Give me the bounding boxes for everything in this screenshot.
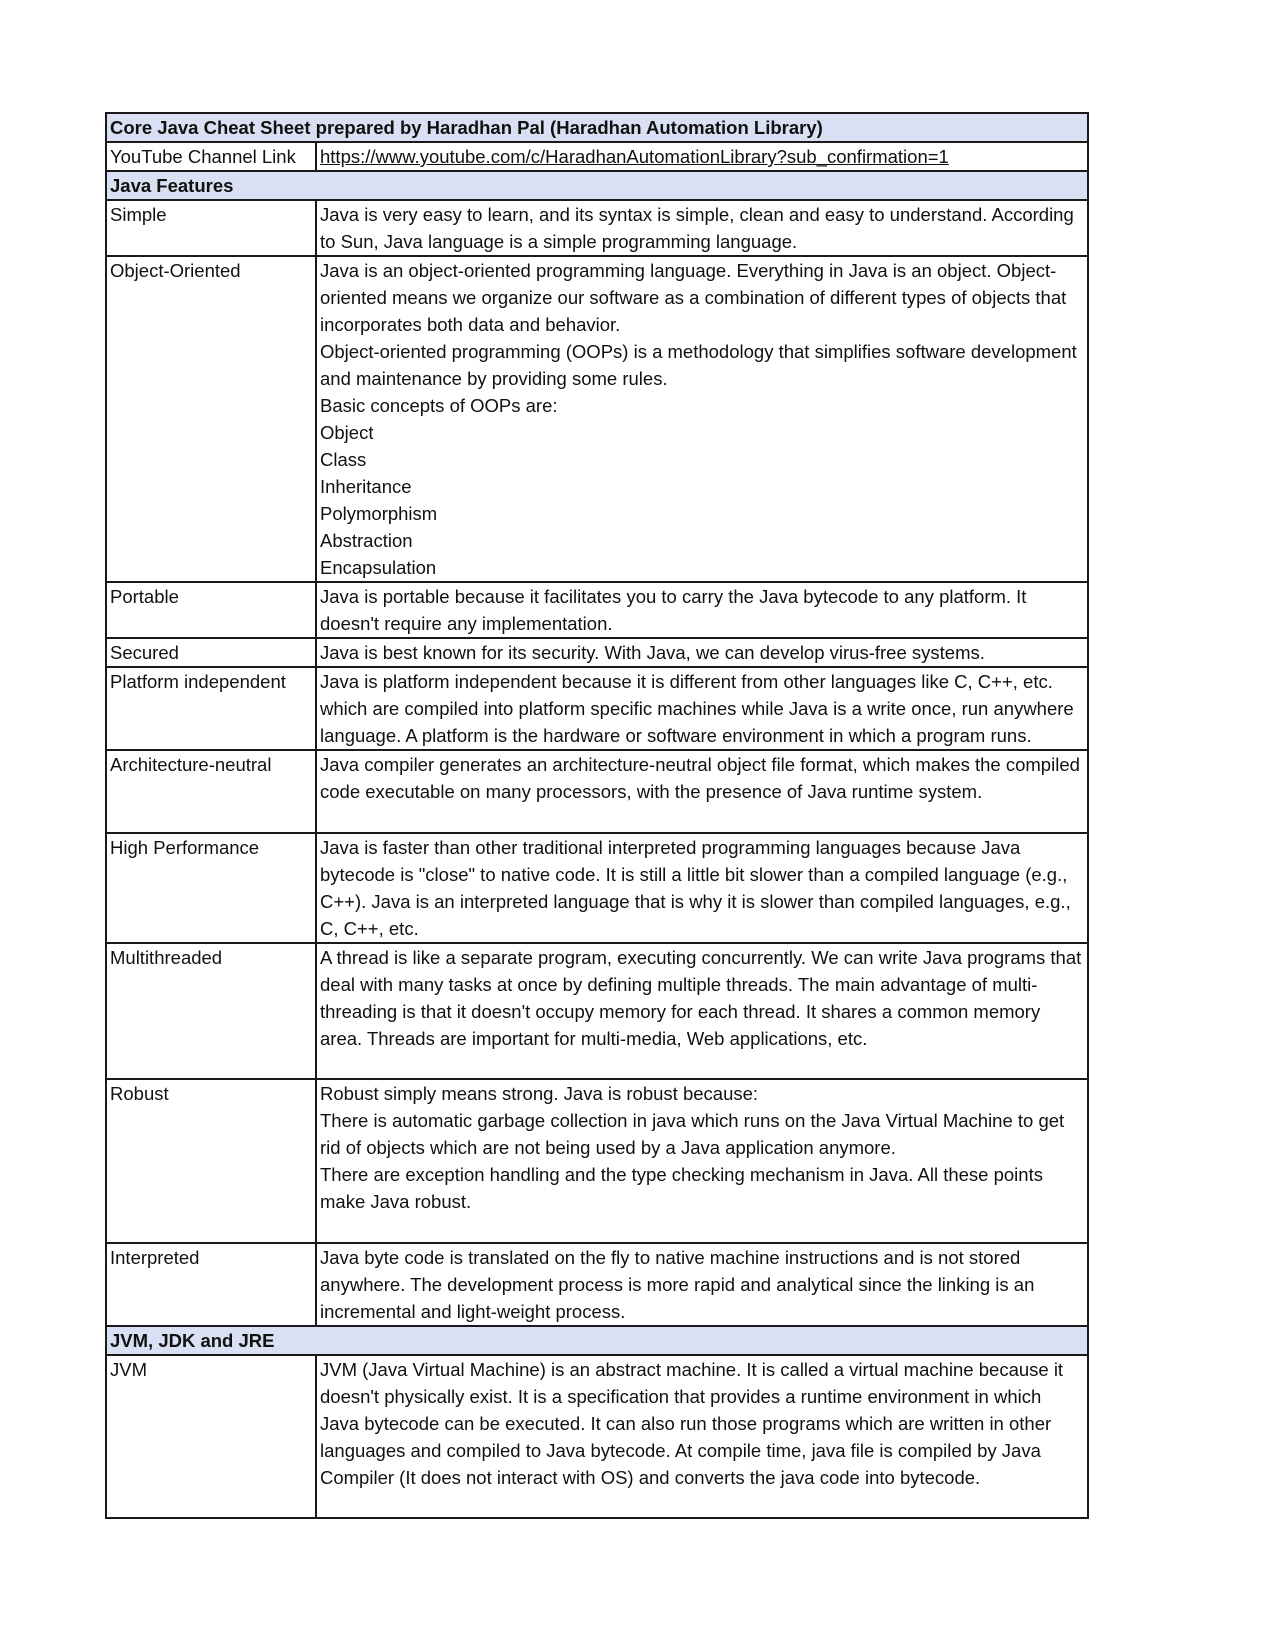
feature-term: Architecture-neutral xyxy=(106,750,316,833)
feature-term: Secured xyxy=(106,638,316,667)
feature-description xyxy=(316,667,1088,750)
section-heading: JVM, JDK and JRE xyxy=(106,1326,1088,1355)
description-line: Java is portable because it facilitates you to carry the Java bytecode to any platform. It doesn't require any implementation. xyxy=(320,586,1027,634)
feature-term: Interpreted xyxy=(106,1243,316,1326)
channel-row xyxy=(106,142,1088,171)
feature-description xyxy=(316,833,1088,943)
feature-term: High Performance xyxy=(106,833,316,943)
feature-term: Simple xyxy=(106,200,316,256)
section-header-row xyxy=(106,171,1088,200)
feature-term: Platform independent xyxy=(106,667,316,750)
feature-row xyxy=(106,638,1088,667)
description-line: Class xyxy=(320,449,367,470)
section-header-row xyxy=(106,1326,1088,1355)
sheet-title: Core Java Cheat Sheet prepared by Haradhan Pal (Haradhan Automation Library) xyxy=(106,113,1088,142)
feature-description xyxy=(316,638,1088,667)
feature-row xyxy=(106,667,1088,750)
feature-description xyxy=(316,1243,1088,1326)
feature-row xyxy=(106,943,1088,1079)
description-line: Java is very easy to learn, and its syntax is simple, clean and easy to understand. According to Sun, Java language is a simple programming language. xyxy=(320,204,1074,252)
description-line: Object xyxy=(320,422,374,443)
description-line: Encapsulation xyxy=(320,557,437,578)
description-line: Polymorphism xyxy=(320,503,438,524)
feature-row xyxy=(106,582,1088,638)
description-line: Inheritance xyxy=(320,476,412,497)
description-line: Java byte code is translated on the fly to native machine instructions and is not stored anywhere. The development process is more rapid and analytical since the linking is an incremental and light-weight process. xyxy=(320,1247,1035,1322)
feature-row xyxy=(106,750,1088,833)
description-line: A thread is like a separate program, executing concurrently. We can write Java programs that deal with many tasks at once by defining multiple threads. The main advantage of multi-threading is that it doesn't occupy memory for each thread. It shares a common memory area. Threads are important for multi-media, Web applications, etc. xyxy=(320,947,1082,1049)
description-line: Abstraction xyxy=(320,530,413,551)
description-line: Java compiler generates an architecture-neutral object file format, which makes the compiled code executable on many processors, with the presence of Java runtime system. xyxy=(320,754,1080,802)
channel-link[interactable]: https://www.youtube.com/c/HaradhanAutomationLibrary?sub_confirmation=1 xyxy=(320,146,949,167)
feature-term: Robust xyxy=(106,1079,316,1243)
channel-link-cell xyxy=(316,142,1088,171)
description-line: There is automatic garbage collection in java which runs on the Java Virtual Machine to get rid of objects which are not being used by a Java application anymore. xyxy=(320,1110,1065,1158)
channel-label: YouTube Channel Link xyxy=(106,142,316,171)
description-line: Java is platform independent because it is different from other languages like C, C++, etc. which are compiled into platform specific machines while Java is a write once, run anywhere language. A platform is the hardware or software environment in which a program runs. xyxy=(320,671,1074,746)
feature-row xyxy=(106,1355,1088,1518)
cheat-sheet-table xyxy=(105,112,1089,1519)
description-line: Java is best known for its security. With Java, we can develop virus-free systems. xyxy=(320,642,985,663)
feature-description xyxy=(316,256,1088,582)
feature-term: JVM xyxy=(106,1355,316,1518)
description-line: Java is an object-oriented programming language. Everything in Java is an object. Object-oriented means we organize our software as a combination of different types of objects that incorporates both data and behavior. xyxy=(320,260,1067,335)
feature-description xyxy=(316,1355,1088,1518)
feature-row xyxy=(106,200,1088,256)
feature-row xyxy=(106,1243,1088,1326)
feature-term: Portable xyxy=(106,582,316,638)
feature-description xyxy=(316,943,1088,1079)
feature-term: Multithreaded xyxy=(106,943,316,1079)
feature-term: Object-Oriented xyxy=(106,256,316,582)
description-line: There are exception handling and the type checking mechanism in Java. All these points make Java robust. xyxy=(320,1164,1043,1212)
feature-row xyxy=(106,1079,1088,1243)
feature-description xyxy=(316,582,1088,638)
feature-row xyxy=(106,833,1088,943)
description-line: JVM (Java Virtual Machine) is an abstract machine. It is called a virtual machine because it doesn't physically exist. It is a specification that provides a runtime environment in which Java bytecode can be executed. It can also run those programs which are written in other languages and compiled to Java bytecode. At compile time, java file is compiled by Java Compiler (It does not interact with OS) and converts the java code into bytecode. xyxy=(320,1359,1064,1488)
description-line: Robust simply means strong. Java is robust because: xyxy=(320,1083,759,1104)
section-heading: Java Features xyxy=(106,171,1088,200)
feature-row xyxy=(106,256,1088,582)
feature-description xyxy=(316,750,1088,833)
description-line: Basic concepts of OOPs are: xyxy=(320,395,558,416)
description-line: Object-oriented programming (OOPs) is a methodology that simplifies software development and maintenance by providing some rules. xyxy=(320,341,1077,389)
description-line: Java is faster than other traditional interpreted programming languages because Java bytecode is "close" to native code. It is still a little bit slower than a compiled language (e.g., C++). Java is an interpreted language that is why it is slower than compiled languages, e.g., C, C++, etc. xyxy=(320,837,1071,939)
title-row xyxy=(106,113,1088,142)
feature-description xyxy=(316,1079,1088,1243)
feature-description xyxy=(316,200,1088,256)
cheat-sheet-body xyxy=(106,113,1088,1518)
